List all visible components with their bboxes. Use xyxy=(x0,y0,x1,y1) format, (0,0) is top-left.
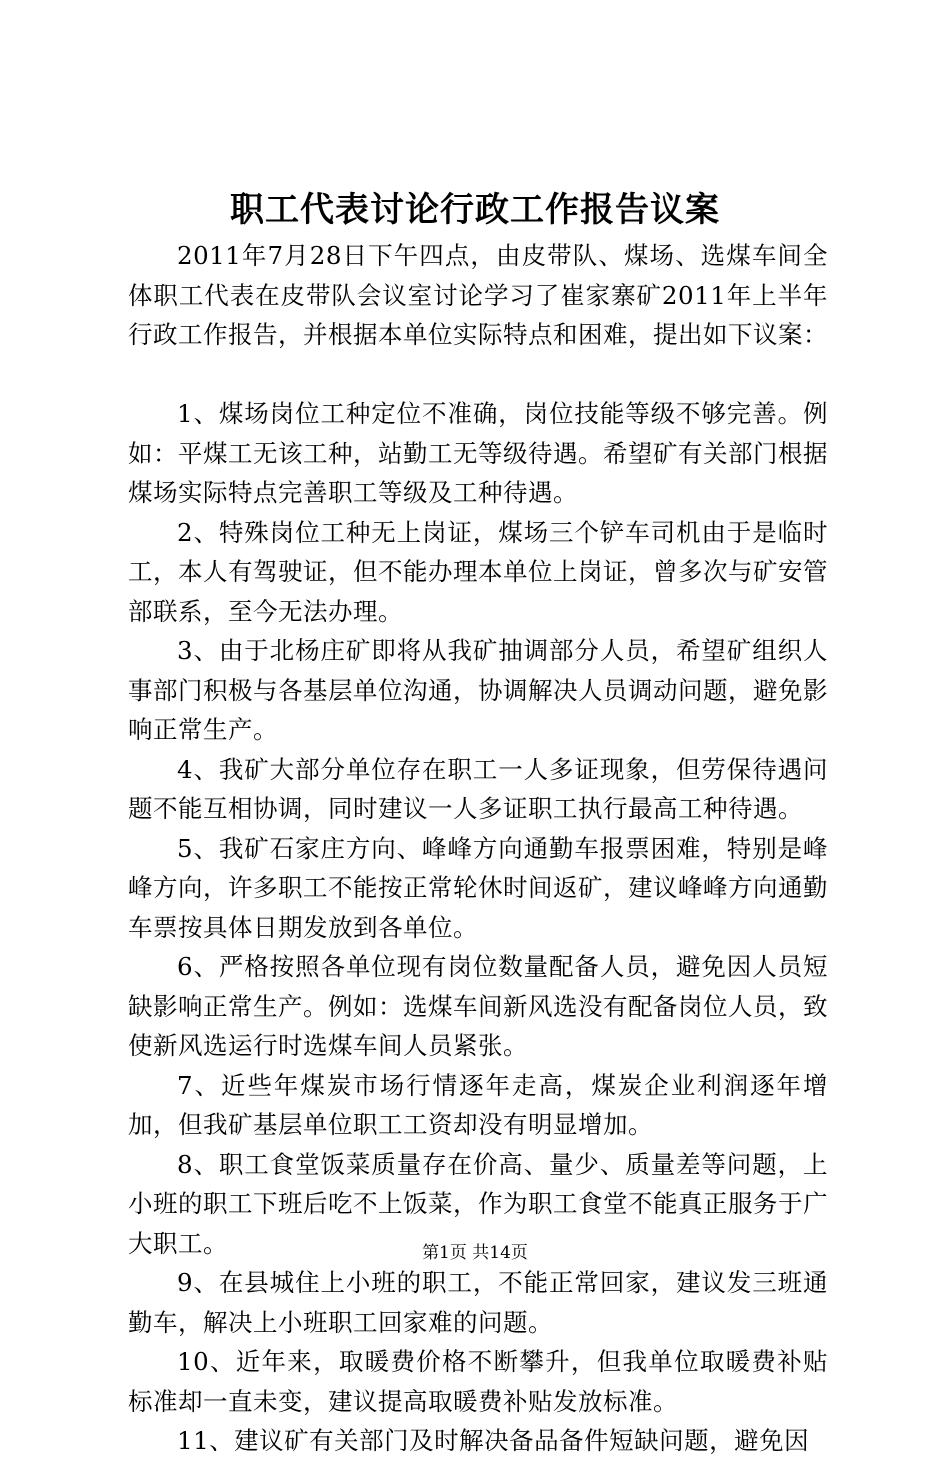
document-body xyxy=(128,236,828,1461)
proposal-item-2: 2、特殊岗位工种无上岗证，煤场三个铲车司机由于是临时工，本人有驾驶证，但不能办理本单位上岗证，曾多次与矿安管部联系，至今无法办理。 xyxy=(128,517,828,626)
proposal-item-1: 1、煤场岗位工种定位不准确，岗位技能等级不够完善。例如：平煤工无该工种，站勤工无等级待遇。希望矿有关部门根据煤场实际特点完善职工等级及工种待遇。 xyxy=(128,399,828,507)
proposal-item-8: 8、职工食堂饭菜质量存在价高、量少、质量差等问题，上小班的职工下班后吃不上饭菜，作为职工食堂不能真正服务于广大职工。 xyxy=(128,1149,828,1258)
intro-paragraph: 2011年7月28日下午四点，由皮带队、煤场、选煤车间全体职工代表在皮带队会议室讨论学习了崔家寨矿2011年上半年行政工作报告，并根据本单位实际特点和困难，提出如下议案： xyxy=(128,241,828,349)
proposal-item-7: 7、近些年煤炭市场行情逐年走高，煤炭企业利润逐年增加，但我矿基层单位职工工资却没有明显增加。 xyxy=(128,1070,828,1139)
proposal-item-10: 10、近年来，取暖费价格不断攀升，但我单位取暖费补贴标准却一直未变，建议提高取暖费补贴发放标准。 xyxy=(128,1347,828,1416)
proposal-item-11: 11、建议矿有关部门及时解决备品备件短缺问题，避免因 xyxy=(177,1426,810,1455)
page-footer: 第1页 共14页 xyxy=(422,1243,528,1263)
document-title: 职工代表讨论行政工作报告议案 xyxy=(230,190,720,230)
proposal-item-6: 6、严格按照各单位现有岗位数量配备人员，避免因人员短缺影响正常生产。例如：选煤车间新风选没有配备岗位人员，致使新风选运行时选煤车间人员紧张。 xyxy=(128,952,828,1060)
proposal-item-9: 9、在县城住上小班的职工，不能正常回家，建议发三班通勤车，解决上小班职工回家难的问题。 xyxy=(128,1268,828,1337)
proposal-item-3: 3、由于北杨庄矿即将从我矿抽调部分人员，希望矿组织人事部门积极与各基层单位沟通，协调解决人员调动问题，避免影响正常生产。 xyxy=(128,636,828,744)
proposal-item-4: 4、我矿大部分单位存在职工一人多证现象，但劳保待遇问题不能互相协调，同时建议一人多证职工执行最高工种待遇。 xyxy=(128,754,828,823)
proposal-item-5: 5、我矿石家庄方向、峰峰方向通勤车报票困难，特别是峰峰方向，许多职工不能按正常轮休时间返矿，建议峰峰方向通勤车票按具体日期发放到各单位。 xyxy=(128,833,828,942)
